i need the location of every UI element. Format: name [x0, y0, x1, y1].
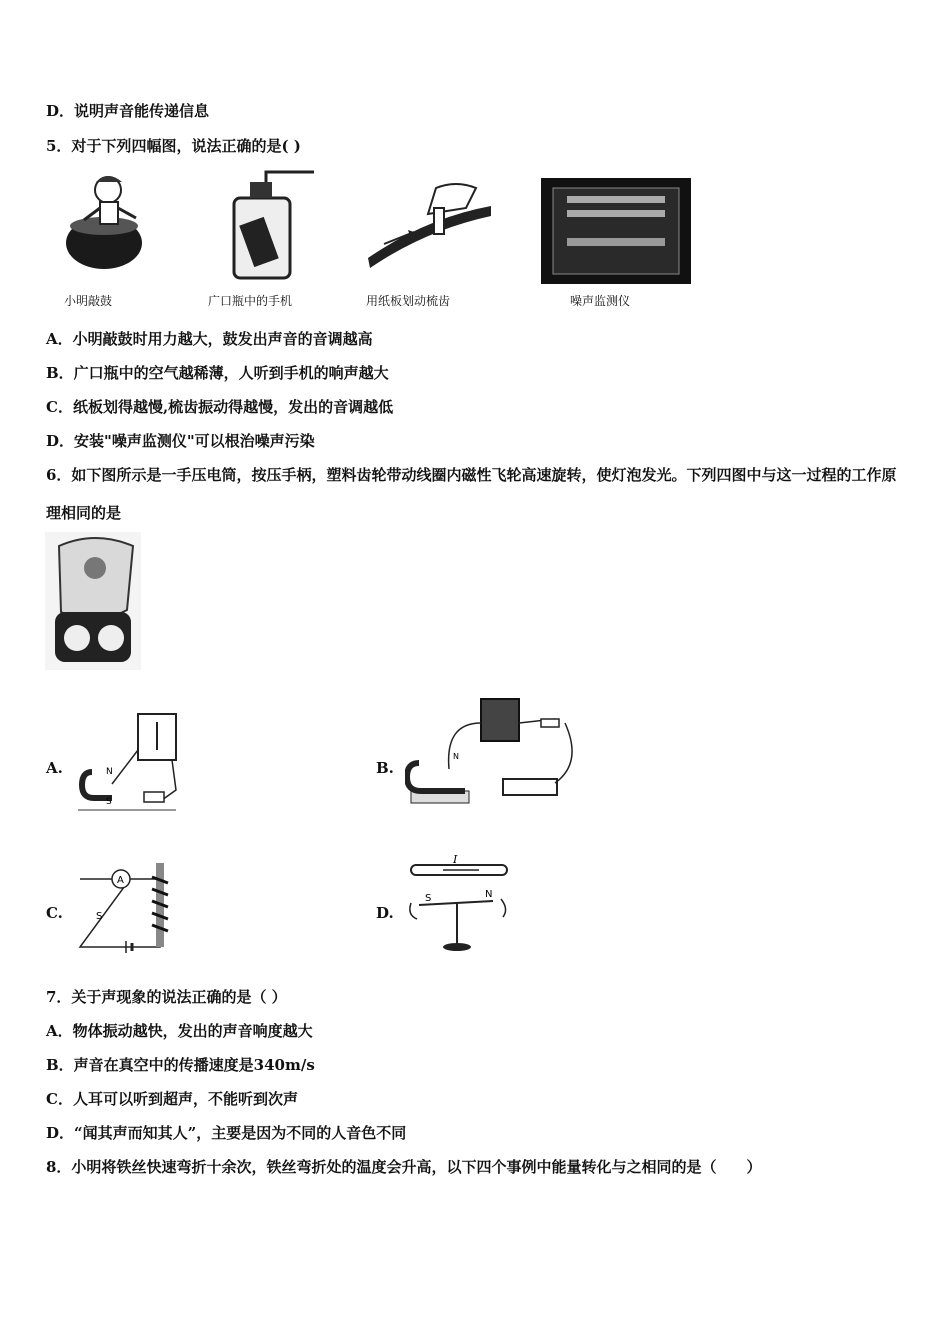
q7-option-d: D．“闻其声而知其人”，主要是因为不同的人音色不同	[46, 1124, 407, 1142]
label-ammeter: A	[117, 875, 124, 886]
caption-jar: 广口瓶中的手机	[208, 294, 293, 308]
flashlight-figure	[45, 532, 141, 670]
oersted-figure	[405, 849, 511, 955]
galvanometer-circuit-figure	[72, 710, 182, 818]
question-8: 8．小明将铁丝快速弯折十余次，铁丝弯折处的温度会升高，以下四个事例中能量转化与之相同的是（ ）	[46, 1158, 762, 1176]
q6-option-b-label: B.	[376, 759, 394, 777]
question-7: 7．关于声现象的说法正确的是（ ）	[46, 988, 287, 1006]
q6-option-c-label: C.	[46, 904, 63, 922]
jar-figure	[222, 168, 322, 283]
label-compass-s: S	[425, 893, 432, 904]
q6-option-d-label: D.	[376, 904, 394, 922]
noise-monitor-figure	[541, 178, 691, 284]
label-magnet-s: S	[106, 797, 112, 807]
question-6: 6．如下图所示是一手压电筒，按压手柄，塑料齿轮带动线圈内磁性飞轮高速旋转，使灯泡发光。下列四图中与这一过程的工作原理相同的是	[46, 466, 897, 522]
label-compass-n: N	[485, 889, 493, 900]
q5-option-a: A．小明敲鼓时用力越大，鼓发出声音的音调越高	[46, 330, 373, 348]
electromagnet-circuit-figure	[72, 857, 180, 953]
label-magnet-n: N	[106, 767, 113, 777]
caption-comb: 用纸板划动梳齿	[366, 294, 451, 308]
q6-option-a-label: A.	[46, 759, 63, 777]
q5-option-c: C．纸板划得越慢,梳齿振动得越慢，发出的音调越低	[46, 398, 394, 416]
motor-circuit-figure	[405, 693, 583, 815]
q7-option-a: A．物体振动越快，发出的声音响度越大	[46, 1022, 313, 1040]
q4-option-d: D．说明声音能传递信息	[46, 102, 210, 120]
svg-text:N: N	[453, 752, 459, 761]
comb-figure	[366, 178, 496, 283]
label-current: I	[453, 853, 458, 866]
question-5: 5．对于下列四幅图，说法正确的是( )	[46, 137, 301, 155]
label-switch: S	[96, 911, 103, 922]
drum-figure	[56, 168, 156, 283]
q7-option-c: C．人耳可以听到超声，不能听到次声	[46, 1090, 298, 1108]
caption-noise-monitor: 噪声监测仪	[570, 294, 631, 308]
q5-option-d: D．安装"噪声监测仪"可以根治噪声污染	[46, 432, 315, 450]
q7-option-b: B．声音在真空中的传播速度是340m/s	[46, 1056, 315, 1074]
caption-drum: 小明敲鼓	[64, 294, 113, 308]
q5-option-b: B．广口瓶中的空气越稀薄，人听到手机的响声越大	[46, 364, 389, 382]
